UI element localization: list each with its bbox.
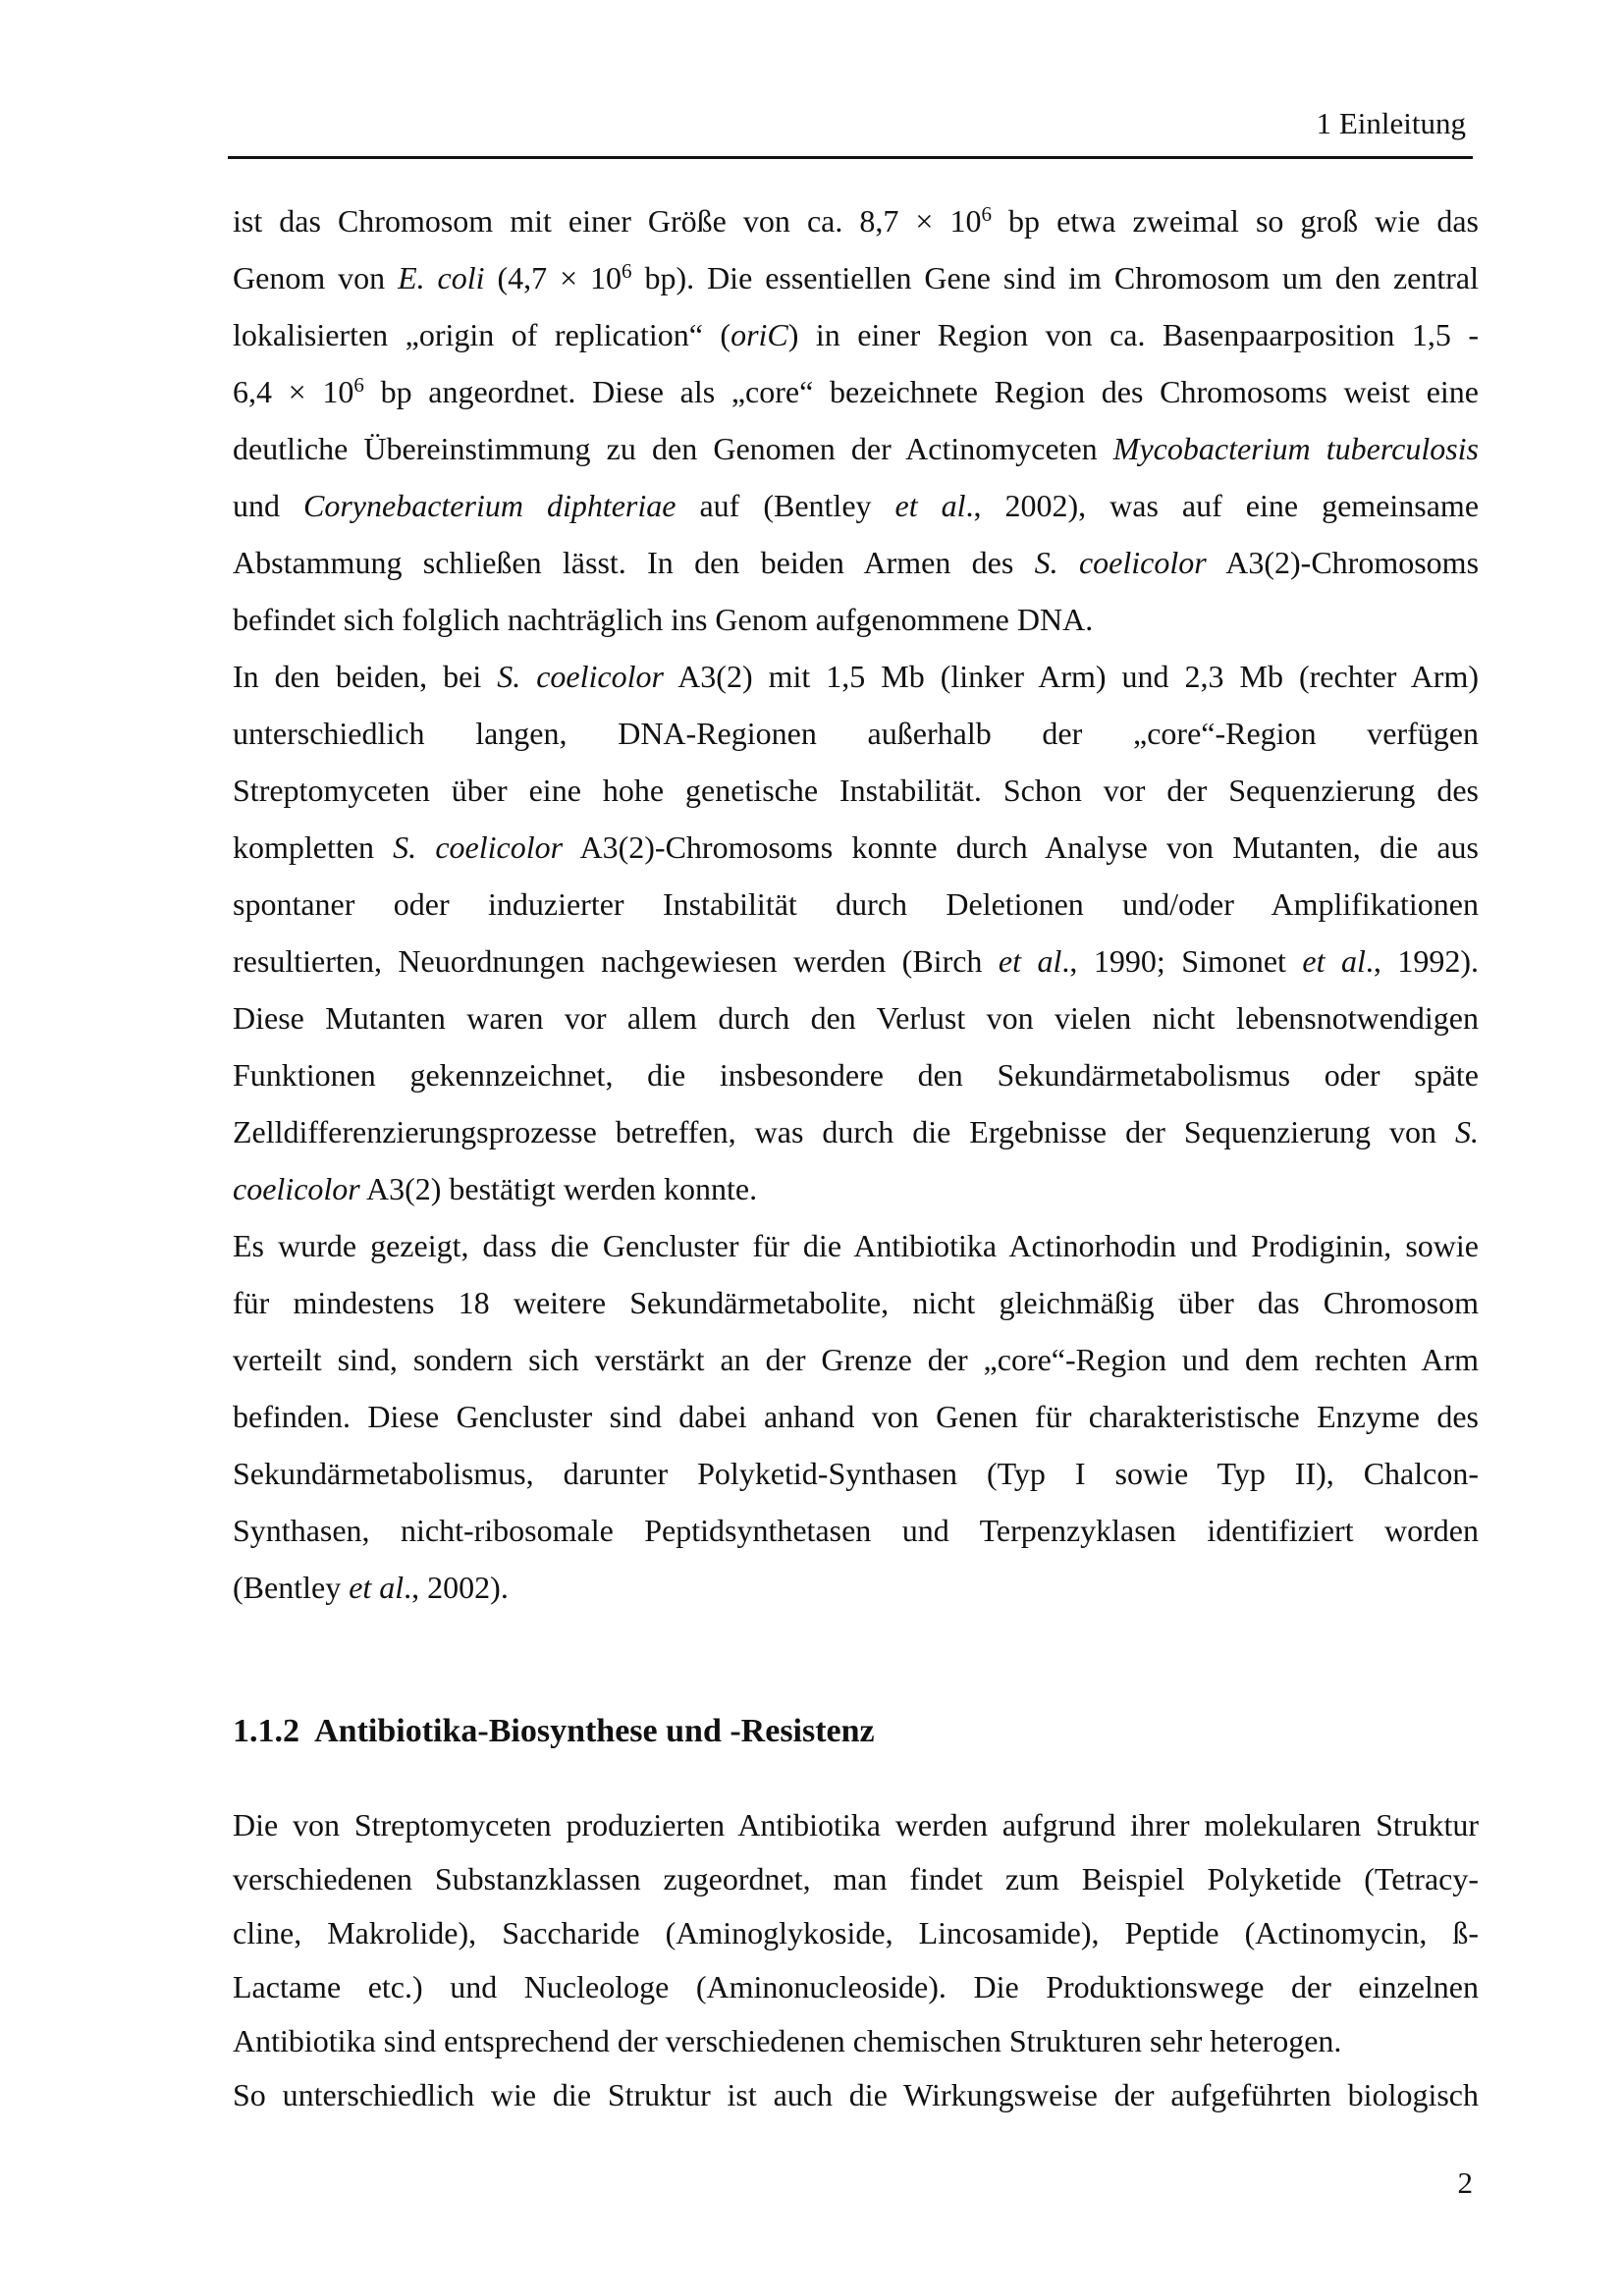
text-line [233,762,1479,819]
text-line [233,192,1479,249]
text-run: befindet sich folglich nachträglich ins Genom aufgenommene DNA. [233,602,1094,637]
italic-text: S. coelicolor [497,659,664,694]
text-run: ist das Chromosom mit einer Größe von ca. 8,7 × 10 [233,203,982,239]
text-run: bp). Die essentiellen Gene sind im Chromosom um den zentral [631,260,1480,295]
text-run: 6,4 × 10 [233,374,354,409]
text-line [233,477,1479,534]
text-line [233,2014,1479,2068]
text-line [233,249,1479,306]
text-line [233,1798,1479,1852]
text-run: In den beiden, bei [233,659,498,694]
text-line [233,933,1479,989]
text-run: auf (Bentley [676,488,895,523]
text-line [233,989,1479,1046]
text-run: unterschiedlich langen, DNA-Regionen außerhalb der „core“-Region verfügen [233,716,1479,751]
header-divider [228,156,1473,159]
text-run: Synthasen, nicht-ribosomale Peptidsynthetasen und Terpenzyklasen identifiziert worden [233,1513,1479,1548]
paragraph [233,1217,1479,1616]
text-run: ., 2002). [404,1570,509,1605]
text-run: So unterschiedlich wie die Struktur ist auch die Wirkungsweise der aufgeführten biologisch [233,2077,1479,2112]
running-header: 1 Einleitung [1316,106,1466,140]
text-run: deutliche Übereinstimmung zu den Genomen der Actinomyceten [233,431,1113,466]
text-run: Genom von [233,260,399,295]
text-run: Zelldifferenzierungsprozesse betreffen, was durch die Ergebnisse der Sequenzierung von [233,1114,1455,1149]
text-run: kompletten [233,829,394,865]
text-run: lokalisierten „origin of replication“ ( [233,317,731,352]
text-line [233,1502,1479,1559]
text-run: ) in einer Region von ca. Basenpaarposition 1,5 - [787,317,1479,352]
text-line [233,591,1479,648]
superscript: 6 [622,259,632,283]
paragraph [233,2068,1479,2122]
text-run: Abstammung schließen lässt. In den beiden Armen des [233,545,1035,580]
superscript: 6 [981,202,993,226]
italic-text: S. coelicolor [1034,545,1207,580]
italic-text: et al [894,488,966,523]
paragraph [233,1798,1479,2068]
text-line [233,306,1479,363]
text-run: Lactame etc.) und Nucleologe (Aminonucleoside). Die Produktionswege der einzelnen [233,1969,1479,2004]
text-line [233,1445,1479,1502]
text-run: Sekundärmetabolismus, darunter Polyketid-Synthasen (Typ I sowie Typ II), Chalcon- [233,1456,1479,1491]
text-line [233,705,1479,762]
text-run: Antibiotika sind entsprechend der verschiedenen chemischen Strukturen sehr heterogen. [233,2023,1342,2058]
text-line [233,534,1479,591]
paragraph [233,192,1479,648]
page-number: 2 [1457,2165,1473,2200]
text-run: cline, Makrolide), Saccharide (Aminoglykoside, Lincosamide), Peptide (Actinomycin, ß- [233,1915,1479,1950]
text-line [233,1852,1479,1906]
text-run: resultierten, Neuordnungen nachgewiesen werden (Birch [233,943,999,979]
text-line [233,1217,1479,1274]
text-run: A3(2) bestätigt werden konnte. [359,1171,758,1206]
italic-text: Mycobacterium tuberculosis [1112,431,1480,466]
paragraph [233,648,1479,1217]
text-line [233,876,1479,933]
text-run: für mindestens 18 weitere Sekundärmetabolite, nicht gleichmäßig über das Chromosom [233,1285,1479,1320]
text-line [233,363,1479,420]
text-run: spontaner oder induzierter Instabilität durch Deletionen und/oder Amplifikationen [233,886,1479,922]
text-run: Die von Streptomyceten produzierten Antibiotika werden aufgrund ihrer molekularen Struktur [233,1807,1479,1842]
text-run: bp angeordnet. Diese als „core“ bezeichnete Region des Chromosoms weist eine [363,374,1480,409]
text-run: Es wurde gezeigt, dass die Gencluster für die Antibiotika Actinorhodin und Prodiginin, sowie [233,1228,1479,1263]
body-text-upper [233,192,1479,1616]
text-line [233,1331,1479,1388]
text-line [233,1906,1479,1960]
text-line [233,1960,1479,2014]
text-run: ., 2002), was auf eine gemeinsame [965,488,1480,523]
italic-text: et al [1302,943,1366,979]
text-line [233,1103,1479,1160]
text-run: ., 1990; Simonet [1061,943,1303,979]
text-line [233,1046,1479,1103]
text-line [233,1559,1479,1616]
text-run: A3(2)-Chromosoms konnte durch Analyse von Mutanten, die aus [563,829,1480,865]
text-line [233,648,1479,705]
text-run: verschiedenen Substanzklassen zugeordnet, man findet zum Beispiel Polyketide (Tetracy- [233,1861,1479,1896]
text-run: und [233,488,303,523]
text-run: bp etwa zweimal so groß wie das [992,203,1480,239]
text-line [233,420,1479,477]
text-run: befinden. Diese Gencluster sind dabei anhand von Genen für charakteristische Enzyme des [233,1399,1479,1434]
text-line [233,1160,1479,1217]
text-line [233,2068,1479,2122]
superscript: 6 [353,373,364,397]
italic-text: E. coli [398,260,485,295]
text-line [233,819,1479,876]
text-run: Streptomyceten über eine hohe genetische Instabilität. Schon vor der Sequenzierung des [233,773,1479,808]
section-heading: 1.1.2 Antibiotika-Biosynthese und -Resistenz [233,1713,875,1749]
text-run: (4,7 × 10 [484,260,622,295]
text-run: (Bentley [233,1570,350,1605]
italic-text: S. [1455,1114,1479,1149]
text-line [233,1388,1479,1445]
italic-text: coelicolor [233,1171,360,1206]
italic-text: Corynebacterium diphteriae [303,488,676,523]
text-run: ., 1992). [1365,943,1480,979]
text-run: Diese Mutanten waren vor allem durch den Verlust von vielen nicht lebensnotwendigen [233,1000,1479,1036]
body-text-lower [233,1798,1479,2122]
text-run: verteilt sind, sondern sich verstärkt an der Grenze der „core“-Region und dem rechten Arm [233,1342,1479,1377]
text-line [233,1274,1479,1331]
italic-text: oriC [730,317,788,352]
italic-text: S. coelicolor [393,829,564,865]
italic-text: et al [998,943,1062,979]
italic-text: et al [349,1570,405,1605]
text-run: Funktionen gekennzeichnet, die insbesondere den Sekundärmetabolismus oder späte [233,1057,1479,1093]
text-run: A3(2)-Chromosoms [1206,545,1480,580]
text-run: A3(2) mit 1,5 Mb (linker Arm) und 2,3 Mb (rechter Arm) [663,659,1480,694]
